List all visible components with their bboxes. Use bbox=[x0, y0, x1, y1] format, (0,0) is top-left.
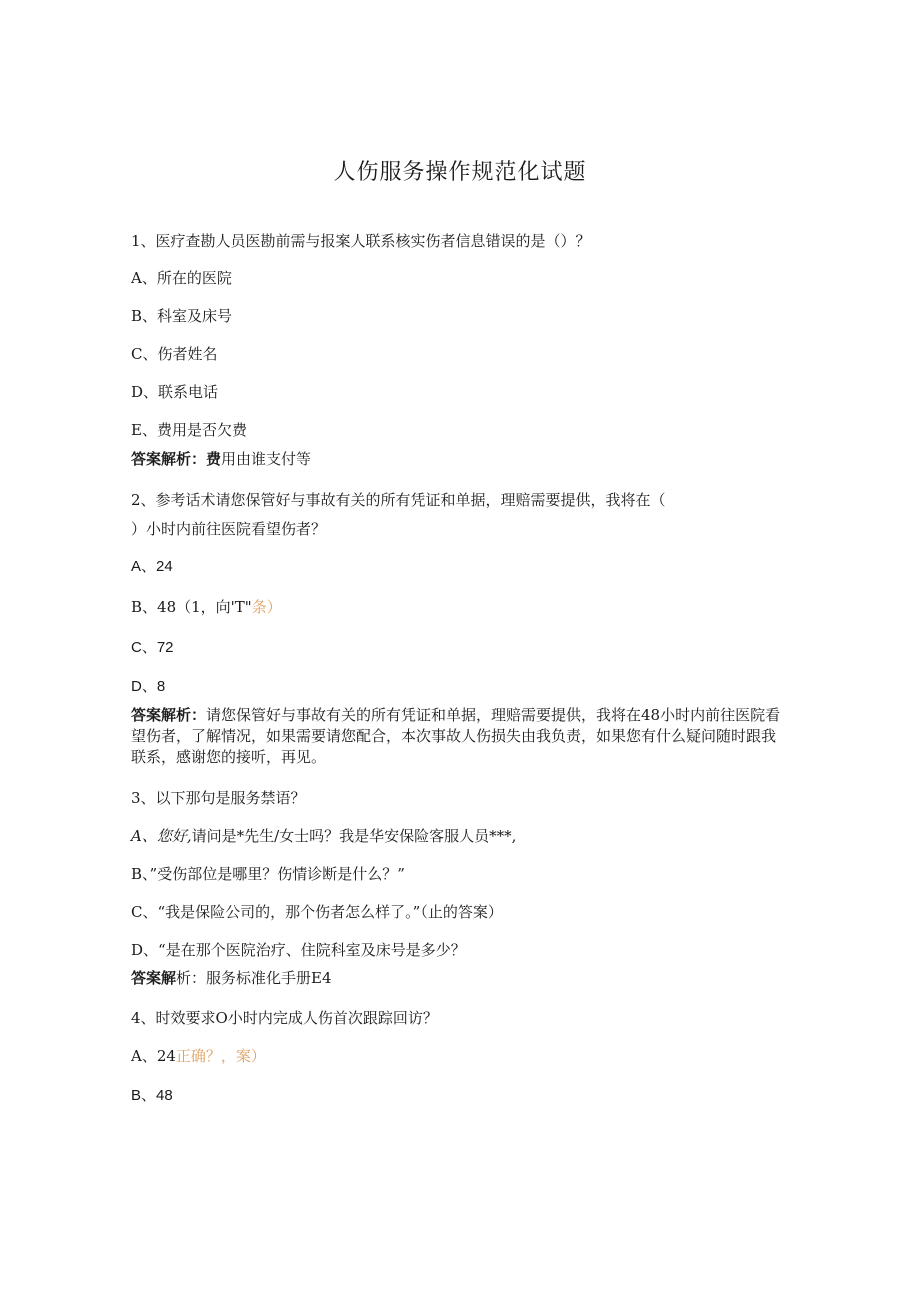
q3-answer bbox=[131, 968, 332, 988]
question-4: 4、时效要求O小时内完成人伤首次跟踪回访？ bbox=[131, 1009, 438, 1027]
q2-option-a: A、24 bbox=[131, 558, 173, 575]
answer-text: 用由谁支付等 bbox=[221, 450, 312, 468]
option-text: A、24 bbox=[131, 1047, 176, 1065]
answer-text: 请您保管好与事故有关的所有凭证和单据，理赔需要提供，我将在48小时内前往医院看望伤者，了解情况，如果需要请您配合，本次事故人伤损失由我负责，如果您有什么疑问随时跟我联系，感谢您的接听，再见。 bbox=[131, 706, 781, 766]
q4-option-a bbox=[131, 1046, 266, 1066]
q3-option-a bbox=[131, 826, 516, 846]
option-text: B、48（1，向'T" bbox=[131, 598, 252, 616]
question-1: 1、医疗查勘人员医勘前需与报案人联系核实伤者信息错误的是（）？ bbox=[131, 232, 591, 250]
answer-mark: 正确？，案） bbox=[175, 1047, 266, 1065]
answer-label: 答案解析： bbox=[131, 706, 207, 724]
option-text: 请问是*先生/女士吗？我是华安保险客服人员***, bbox=[191, 827, 517, 845]
q3-option-d: D、“是在那个医院治疗、住院科室及床号是多少？ bbox=[131, 941, 466, 959]
question-2-line-1: 2、参考话术请您保管好与事故有关的所有凭证和单据，理赔需要提供，我将在（ bbox=[131, 491, 666, 509]
q2-option-d: D、8 bbox=[131, 678, 166, 695]
question-2-line-2: ）小时内前往医院看望伤者？ bbox=[131, 520, 327, 538]
q2-answer bbox=[131, 705, 786, 768]
answer-label: 答案解 bbox=[131, 969, 177, 987]
page-title: 人伤服务操作规范化试题 bbox=[333, 160, 587, 185]
q4-option-b: B、48 bbox=[131, 1087, 173, 1104]
answer-text: 析：服务标准化手册E4 bbox=[176, 969, 332, 987]
option-prefix: A、您好, bbox=[131, 827, 192, 845]
q1-option-c: C、伤者姓名 bbox=[131, 345, 218, 363]
answer-mark: 条） bbox=[251, 598, 282, 616]
q3-option-c: C、“我是保险公司的，那个伤者怎么样了。”（止的答案） bbox=[131, 903, 503, 921]
q1-option-d: D、联系电话 bbox=[131, 383, 219, 401]
q2-option-c: C、72 bbox=[131, 639, 174, 656]
q3-option-b: B、”受伤部位是哪里？伤情诊断是什么？” bbox=[131, 865, 405, 883]
q1-answer bbox=[131, 449, 311, 469]
answer-label: 答案解析：费 bbox=[131, 450, 222, 468]
q2-option-b bbox=[131, 597, 282, 617]
q1-option-b: B、科室及床号 bbox=[131, 307, 233, 325]
q1-option-a: A、所在的医院 bbox=[131, 269, 232, 287]
question-3: 3、以下那句是服务禁语？ bbox=[131, 789, 306, 807]
q1-option-e: E、费用是否欠费 bbox=[131, 421, 247, 439]
